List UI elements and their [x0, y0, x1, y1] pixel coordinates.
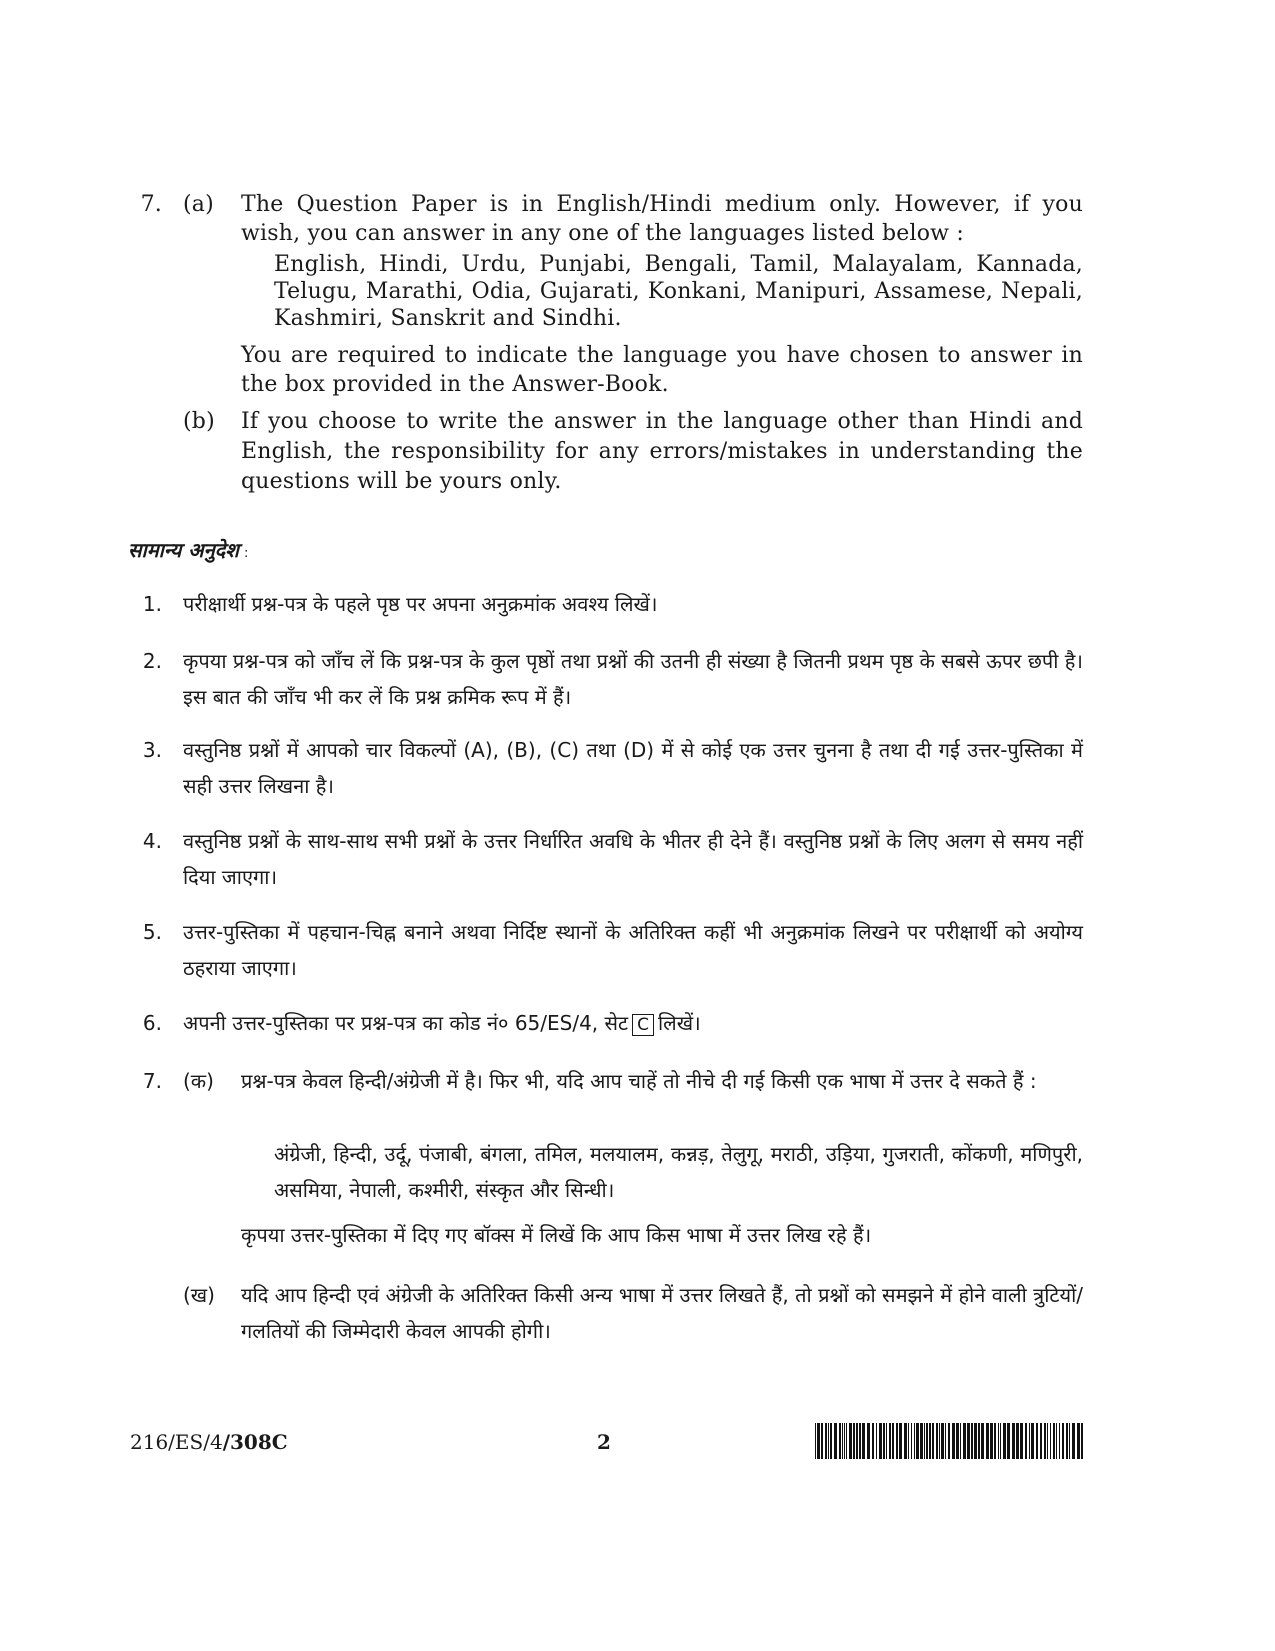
item-number: 5.	[142, 920, 162, 944]
sub-label-b: (b)	[183, 409, 215, 434]
instruction-text: प्रश्न-पत्र केवल हिन्दी/अंग्रेजी में है। फिर भी, यदि आप चाहें तो नीचे दी गई किसी एक भाषा में उत्तर दे सकते हैं :	[241, 1069, 1037, 1093]
item-number: 4.	[142, 829, 162, 853]
instruction-text: वस्तुनिष्ठ प्रश्नों के साथ-साथ सभी प्रश्नों के उत्तर निर्धारित अवधि के भीतर ही देने हैं। वस्तुनिष्ठ प्रश्नों के लिए अलग से समय नहीं दिया जाएगा।	[183, 829, 1084, 889]
sub-label-a: (a)	[183, 192, 214, 217]
item-number: 7.	[140, 192, 162, 217]
heading-colon: :	[244, 546, 249, 561]
languages-list: English, Hindi, Urdu, Punjabi, Bengali, Tamil, Malayalam, Kannada, Telugu, Marathi, Odia, Gujarati, Konkani, Manipuri, Assamese, Nepali, Kashmiri, Sanskrit and Sindhi.	[274, 252, 1083, 331]
sub-label-b: (ख)	[183, 1283, 215, 1307]
item-number: 7.	[142, 1069, 162, 1093]
instruction-text-part: अपनी उत्तर-पुस्तिका पर प्रश्न-पत्र का कोड नं० 65/ES/4, सेट	[183, 1011, 629, 1035]
instruction-text: उत्तर-पुस्तिका में पहचान-चिह्न बनाने अथवा निर्दिष्ट स्थानों के अतिरिक्त कहीं भी अनुक्रमांक लिखने पर परीक्षार्थी को अयोग्य ठहराया जाएगा।	[183, 920, 1083, 980]
paper-code-bold: /308C	[222, 1430, 288, 1454]
paper-code-prefix: 216/ES/4	[130, 1430, 223, 1454]
page-number: 2	[597, 1430, 611, 1454]
section-heading	[128, 536, 248, 563]
barcode	[815, 1423, 1085, 1463]
item-number: 6.	[142, 1011, 162, 1035]
instruction-text: कृपया प्रश्न-पत्र को जाँच लें कि प्रश्न-पत्र के कुल पृष्ठों तथा प्रश्नों की उतनी ही संख्या है जितनी प्रथम पृष्ठ के सबसे ऊपर छपी है। इस बात की जाँच भी कर लें कि प्रश्न क्रमिक रूप में हैं।	[183, 649, 1083, 709]
instruction-text: वस्तुनिष्ठ प्रश्नों में आपको चार विकल्पों (A), (B), (C) तथा (D) में से कोई एक उत्तर चुनना है तथा दी गई उत्तर-पुस्तिका में सही उत्तर लिखना है।	[183, 738, 1083, 798]
sub-label-a: (क)	[183, 1069, 214, 1093]
barcode-icon	[815, 1423, 1085, 1459]
instruction-note: You are required to indicate the language you have chosen to answer in the box provided in the Answer-Book.	[241, 343, 1083, 397]
instruction-note: कृपया उत्तर-पुस्तिका में दिए गए बॉक्स में लिखें कि आप किस भाषा में उत्तर लिख रहे हैं।	[241, 1223, 872, 1247]
set-box: C	[632, 1014, 654, 1036]
paper-code	[130, 1430, 288, 1454]
instruction-text	[183, 1005, 1083, 1041]
instruction-text: The Question Paper is in English/Hindi medium only. However, if you wish, you can answer in any one of the languages listed below :	[241, 192, 1083, 246]
languages-list: अंग्रेजी, हिन्दी, उर्दू, पंजाबी, बंगला, तमिल, मलयालम, कन्नड़, तेलुगू, मराठी, उड़िया, गुजराती, कोंकणी, मणिपुरी, असमिया, नेपाली, कश्मीरी, संस्कृत और सिन्धी।	[274, 1142, 1083, 1202]
instruction-text-part: लिखें।	[658, 1011, 701, 1035]
item-number: 3.	[142, 738, 162, 762]
item-number: 2.	[142, 649, 162, 673]
item-number: 1.	[142, 592, 162, 616]
heading-text: सामान्य अनुदेश	[128, 538, 239, 562]
instruction-text: यदि आप हिन्दी एवं अंग्रेजी के अतिरिक्त किसी अन्य भाषा में उत्तर लिखते हैं, तो प्रश्नों को समझने में होने वाली त्रुटियों/गलतियों की जिम्मेदारी केवल आपकी होगी।	[241, 1283, 1083, 1343]
instruction-text: If you choose to write the answer in the language other than Hindi and English, the responsibility for any errors/mistakes in understanding the questions will be yours only.	[241, 409, 1083, 494]
instruction-text: परीक्षार्थी प्रश्न-पत्र के पहले पृष्ठ पर अपना अनुक्रमांक अवश्य लिखें।	[183, 592, 658, 616]
